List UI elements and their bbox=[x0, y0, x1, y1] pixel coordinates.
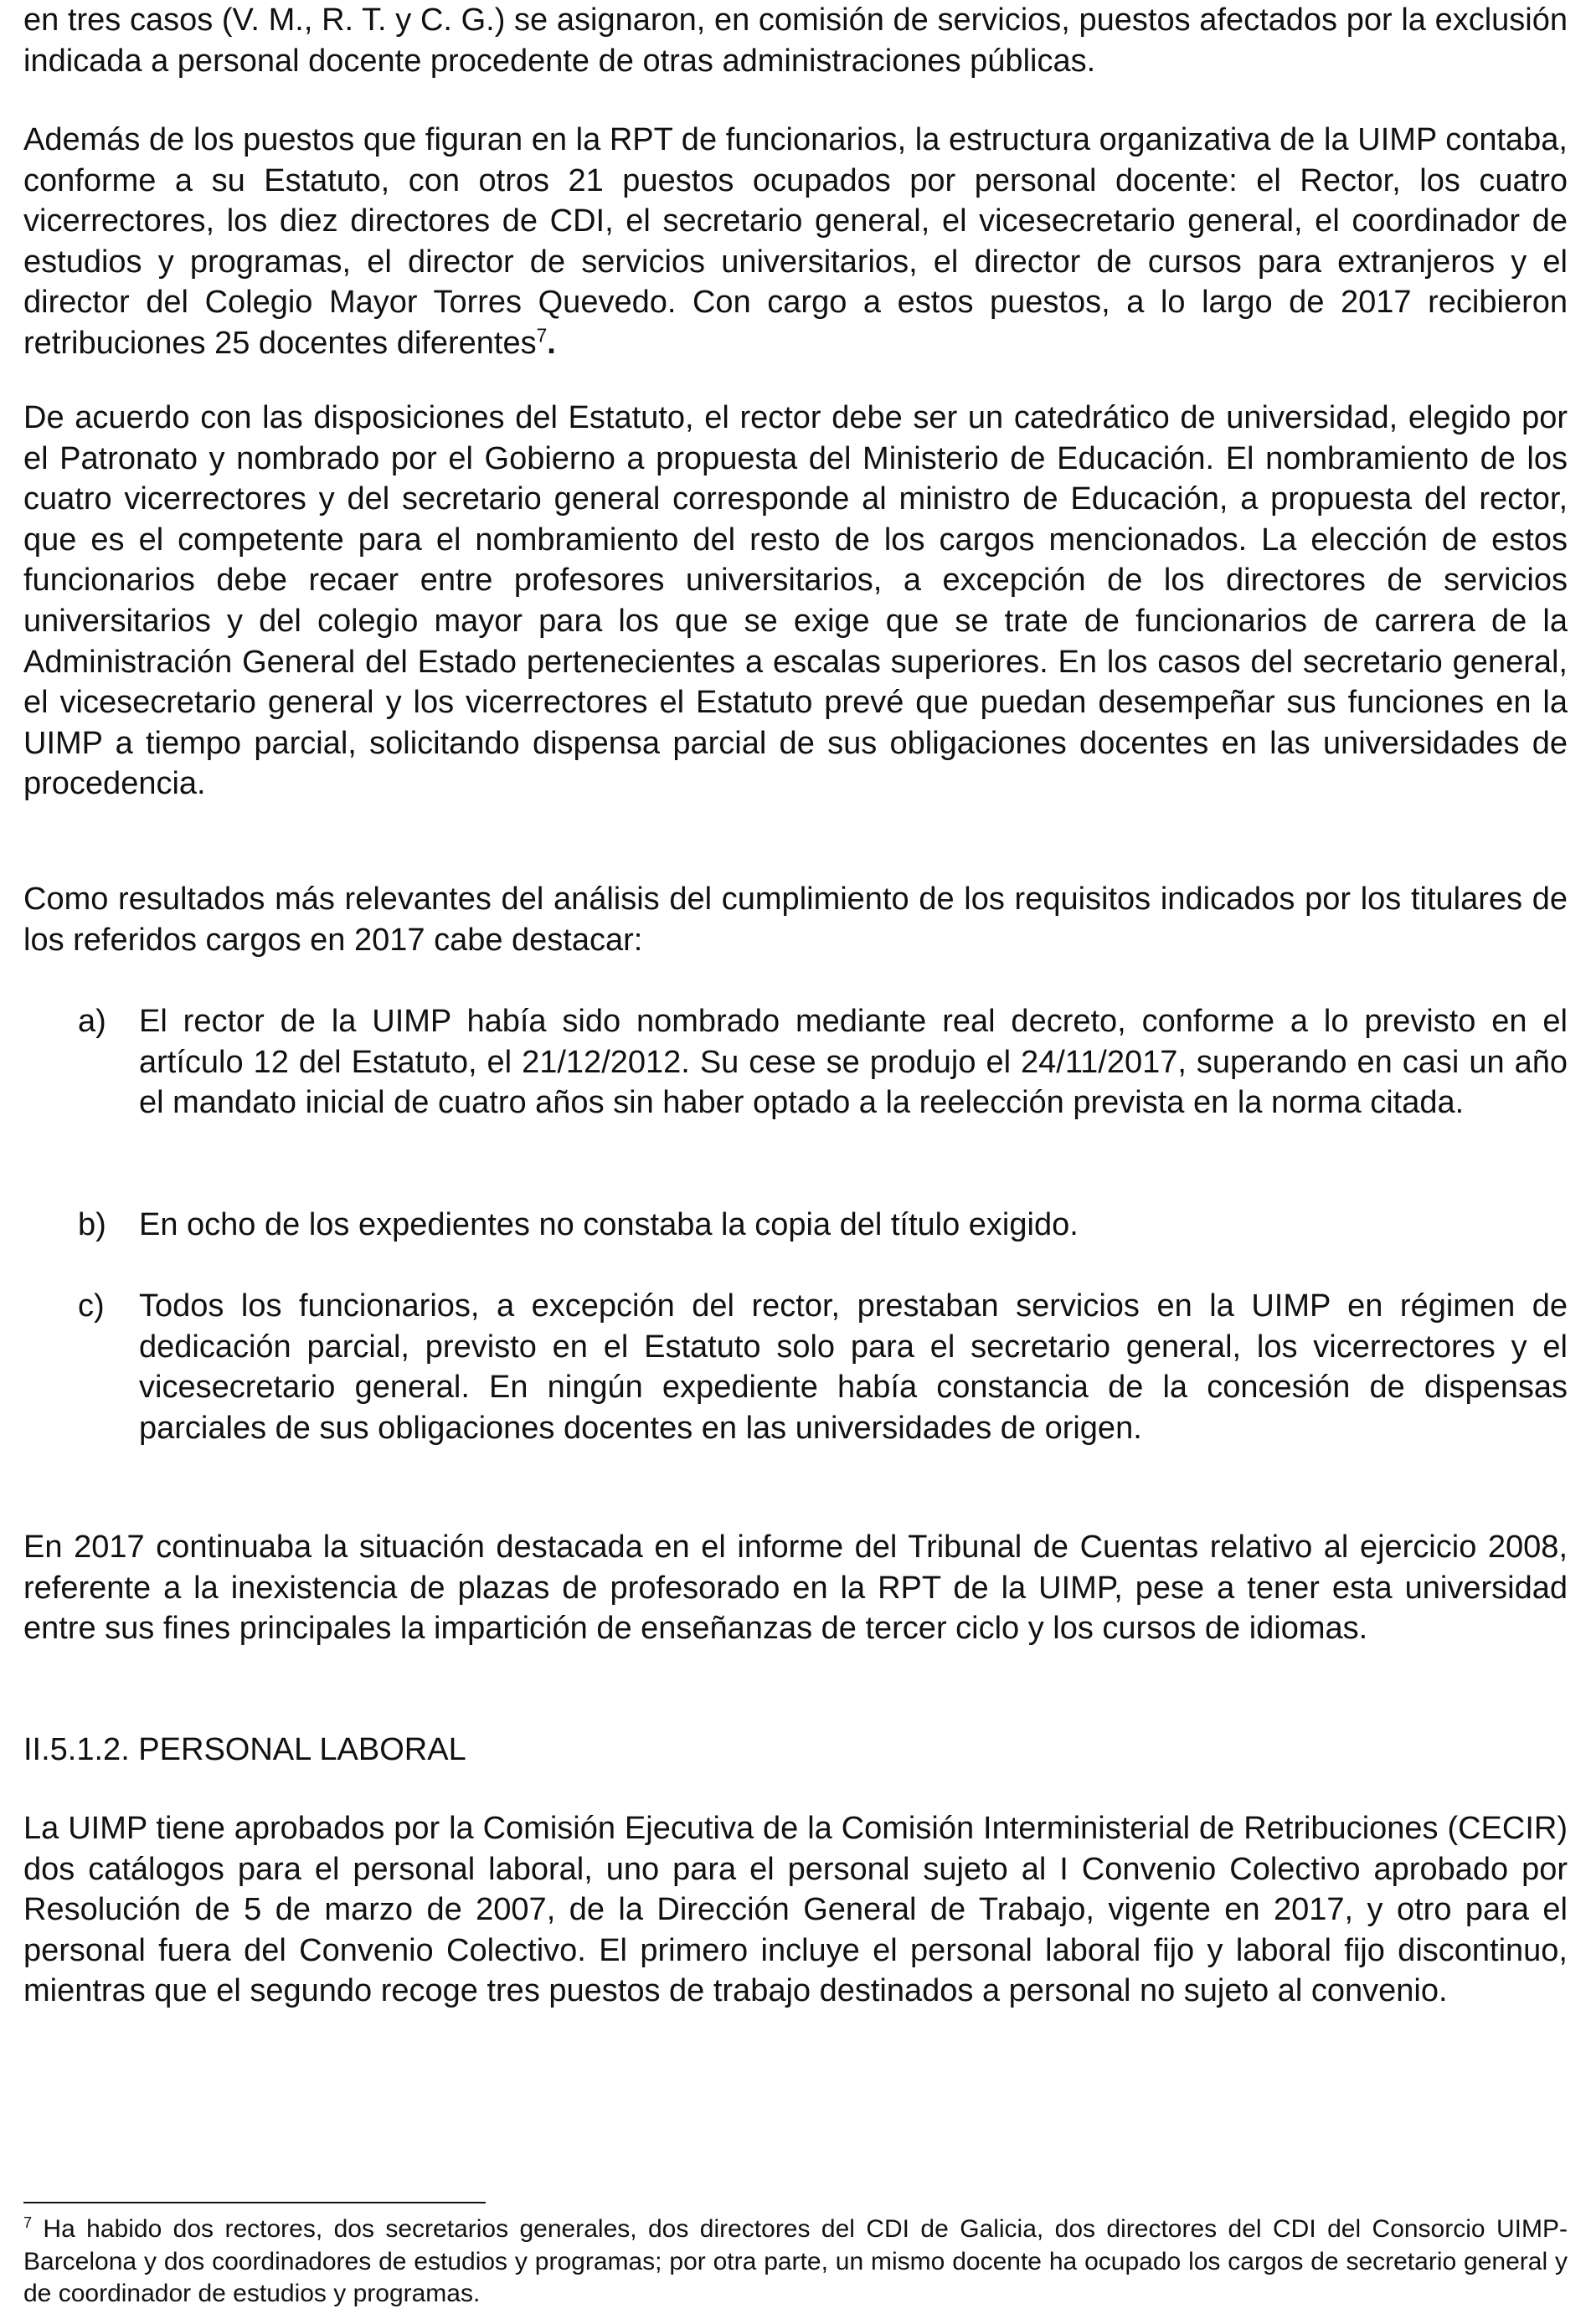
paragraph-disposiciones-estatuto: De acuerdo con las disposiciones del Estatuto, el rector debe ser un catedrático de universidad, elegido por el Patronato y nombrado por el Gobierno a propuesta del Ministerio de Educación. El nombramiento de los cuatro vicerrectores y del secretario general corresponde al ministro de Educación, a propuesta del rector, que es el competente para el nombramiento del resto de los cargos mencionados. La elección de estos funcionarios debe recaer entre profesores universitarios, a excepción de los directores de servicios universitarios y del colegio mayor para los que se exige que se trate de funcionarios de carrera de la Administración General del Estado pertenecientes a escalas superiores. En los casos del secretario general, el vicesecretario general y los vicerrectores el Estatuto prevé que puedan desempeñar sus funciones en la UIMP a tiempo parcial, solicitando dispensa parcial de sus obligaciones docentes en las universidades de procedencia. bbox=[23, 400, 1568, 802]
footnote-number: 7 bbox=[23, 2214, 33, 2231]
footnote-reference[interactable]: 7 bbox=[536, 324, 548, 347]
list-marker: c) bbox=[78, 1288, 105, 1324]
footnote-separator bbox=[23, 2202, 486, 2203]
paragraph-end-period: . bbox=[547, 325, 556, 361]
list-marker: b) bbox=[78, 1207, 106, 1242]
footnote bbox=[23, 2213, 1568, 2311]
list-item-text: El rector de la UIMP había sido nombrado mediante real decreto, conforme a lo previsto en el artículo 12 del Estatuto, el 21/12/2012. Su cese se produjo el 24/11/2017, superando en casi un año el mandato inicial de cuatro años sin haber optado a la reelección prevista en la norma citada. bbox=[139, 1004, 1568, 1121]
paragraph-estructura-organizativa bbox=[23, 120, 1568, 364]
section-heading: II.5.1.2. PERSONAL LABORAL bbox=[23, 1732, 466, 1767]
list-item-text: En ocho de los expedientes no constaba la copia del título exigido. bbox=[139, 1207, 1079, 1242]
paragraph-resultados-intro: Como resultados más relevantes del análisis del cumplimiento de los requisitos indicados por los titulares de los referidos cargos en 2017 cabe destacar: bbox=[23, 882, 1568, 958]
footnote-text: Ha habido dos rectores, dos secretarios generales, dos directores del CDI de Galicia, dos directores del CDI del Consorcio UIMP-Barcelona y dos coordinadores de estudios y programas; por otra parte, un mismo docente ha ocupado los cargos de secretario general y de coordinador de estudios y programas. bbox=[23, 2215, 1568, 2307]
list-marker: a) bbox=[78, 1004, 106, 1039]
paragraph-situacion-2017: En 2017 continuaba la situación destacada en el informe del Tribunal de Cuentas relativo al ejercicio 2008, referente a la inexistencia de plazas de profesorado en la RPT de la UIMP, pese a tener esta universidad entre sus fines principales la impartición de enseñanzas de tercer ciclo y los cursos de idiomas. bbox=[23, 1530, 1568, 1647]
list-item-text: Todos los funcionarios, a excepción del rector, prestaban servicios en la UIMP en régimen de dedicación parcial, previsto en el Estatuto solo para el secretario general, los vicerrectores y el vicesecretario general. En ningún expediente había constancia de la concesión de dispensas parciales de sus obligaciones docentes en las universidades de origen. bbox=[139, 1288, 1568, 1446]
paragraph-text: Además de los puestos que figuran en la RPT de funcionarios, la estructura organizativa de la UIMP contaba, conforme a su Estatuto, con otros 21 puestos ocupados por personal docente: el Rector, los cuatro vicerrectores, los diez directores de CDI, el secretario general, el vicesecretario general, el coordinador de estudios y programas, el director de servicios universitarios, el director de cursos para extranjeros y el director del Colegio Mayor Torres Quevedo. Con cargo a estos puestos, a lo largo de 2017 recibieron retribuciones 25 docentes diferentes bbox=[23, 122, 1568, 361]
paragraph-comision-servicios: en tres casos (V. M., R. T. y C. G.) se asignaron, en comisión de servicios, puestos afectados por la exclusión indicada a personal docente procedente de otras administraciones públicas. bbox=[23, 3, 1568, 79]
paragraph-personal-laboral: La UIMP tiene aprobados por la Comisión Ejecutiva de la Comisión Interministerial de Retribuciones (CECIR) dos catálogos para el personal laboral, uno para el personal sujeto al I Convenio Colectivo aprobado por Resolución de 5 de marzo de 2007, de la Dirección General de Trabajo, vigente en 2017, y otro para el personal fuera del Convenio Colectivo. El primero incluye el personal laboral fijo y laboral fijo discontinuo, mientras que el segundo recoge tres puestos de trabajo destinados a personal no sujeto al convenio. bbox=[23, 1811, 1568, 2009]
